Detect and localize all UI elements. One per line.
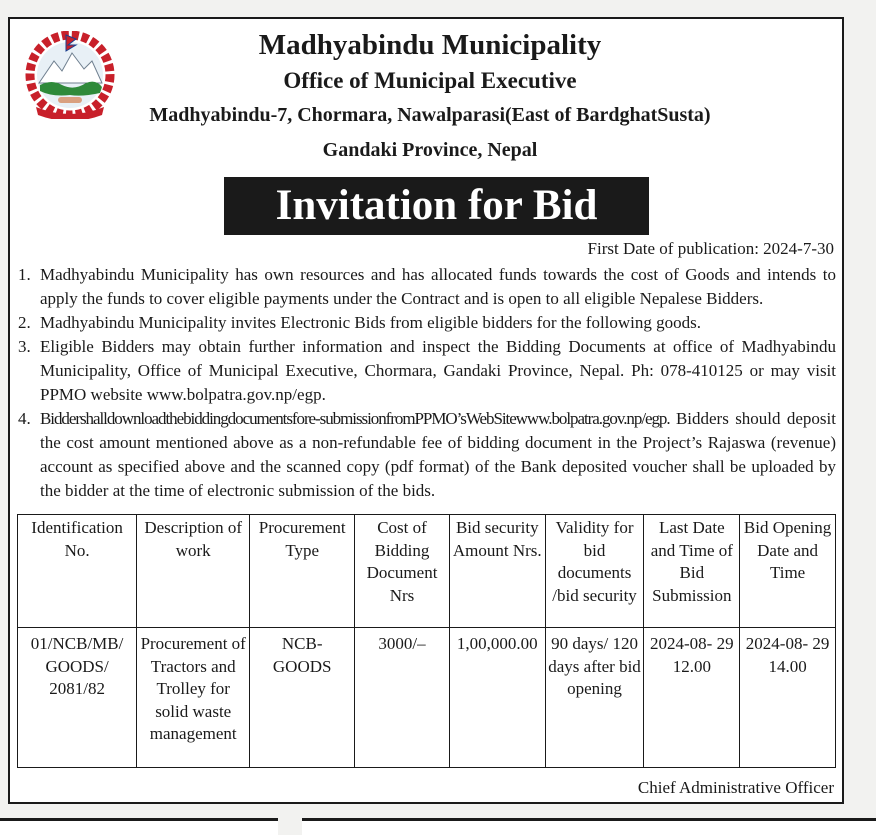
paragraph-text-line1: Biddershalldownloadthebiddingdocumentsfore-submissionfromPPMO’sWebSitewww.bolpatra.gov.np/egp. bbox=[40, 409, 670, 428]
submission-deadline-cell: 2024-08- 29 12.00 bbox=[644, 628, 740, 768]
document-cost-cell: 3000/– bbox=[355, 628, 450, 768]
bid-notice bbox=[8, 17, 844, 804]
paragraph-number: 1. bbox=[18, 265, 31, 284]
column-header: Validity for bid documents /bid security bbox=[545, 515, 644, 628]
paragraph-text: Bidders should deposit the cost amount mentioned above as a non-refundable fee of bidding document in the Project’s Rajaswa (revenue) account as specified above and the scanned copy (pdf format) of the Bank deposited voucher shall be uploaded by the bidder at the time of electronic submission of the bids. bbox=[40, 409, 836, 500]
column-header: Bid security Amount Nrs. bbox=[449, 515, 545, 628]
adjacent-notice-edge bbox=[302, 818, 876, 835]
paragraph-2 bbox=[18, 311, 836, 335]
table-row bbox=[18, 628, 836, 768]
paragraph-text: Eligible Bidders may obtain further information and inspect the Bidding Documents at office of Madhyabindu Municipality, Office of Municipal Executive, Chormara, Gandaki Province, Nepal. Ph: 078-410125 or may visit PPMO website www.bolpatra.gov.np/egp. bbox=[40, 337, 836, 404]
notice-title-banner: Invitation for Bid bbox=[224, 177, 649, 235]
office-address: Madhyabindu-7, Chormara, Nawalparasi(East of BardghatSusta) bbox=[149, 104, 711, 126]
description-cell: Procurement of Tractors and Trolley for solid waste management bbox=[137, 628, 250, 768]
procurement-type-cell: NCB- GOODS bbox=[250, 628, 355, 768]
paragraph-text: Madhyabindu Municipality has own resources and has allocated funds towards the cost of Goods and intends to apply the funds to cover eligible payments under the Contract and is open to all eligible Nepalese Bidders. bbox=[40, 265, 836, 308]
office-name: Office of Municipal Executive bbox=[283, 68, 577, 93]
bid-details-table bbox=[17, 514, 836, 768]
column-header: Bid Opening Date and Time bbox=[740, 515, 836, 628]
paragraph-1 bbox=[18, 263, 836, 311]
column-header: Cost of Bidding Document Nrs bbox=[355, 515, 450, 628]
paragraph-text: Madhyabindu Municipality invites Electronic Bids from eligible bidders for the following goods. bbox=[40, 313, 701, 332]
paragraph-number: 3. bbox=[18, 337, 31, 356]
column-header: Description of work bbox=[137, 515, 250, 628]
paragraph-number: 2. bbox=[18, 313, 31, 332]
signatory-title: Chief Administrative Officer bbox=[637, 778, 834, 797]
notice-paragraphs bbox=[18, 263, 836, 503]
identification-no-cell: 01/NCB/MB/ GOODS/ 2081/82 bbox=[18, 628, 137, 768]
validity-cell: 90 days/ 120 days after bid opening bbox=[545, 628, 644, 768]
paragraph-number: 4. bbox=[18, 409, 31, 428]
paragraph-4 bbox=[18, 407, 836, 503]
table-header-row bbox=[18, 515, 836, 628]
paragraph-3 bbox=[18, 335, 836, 407]
column-header: Procurement Type bbox=[250, 515, 355, 628]
column-header: Identification No. bbox=[18, 515, 137, 628]
adjacent-notice-edge bbox=[0, 818, 278, 835]
opening-date-cell: 2024-08- 29 14.00 bbox=[740, 628, 836, 768]
municipality-name: Madhyabindu Municipality bbox=[258, 29, 602, 61]
bid-security-cell: 1,00,000.00 bbox=[449, 628, 545, 768]
publication-date: First Date of publication: 2024-7-30 bbox=[587, 239, 834, 258]
province-line: Gandaki Province, Nepal bbox=[322, 139, 538, 161]
column-header: Last Date and Time of Bid Submission bbox=[644, 515, 740, 628]
